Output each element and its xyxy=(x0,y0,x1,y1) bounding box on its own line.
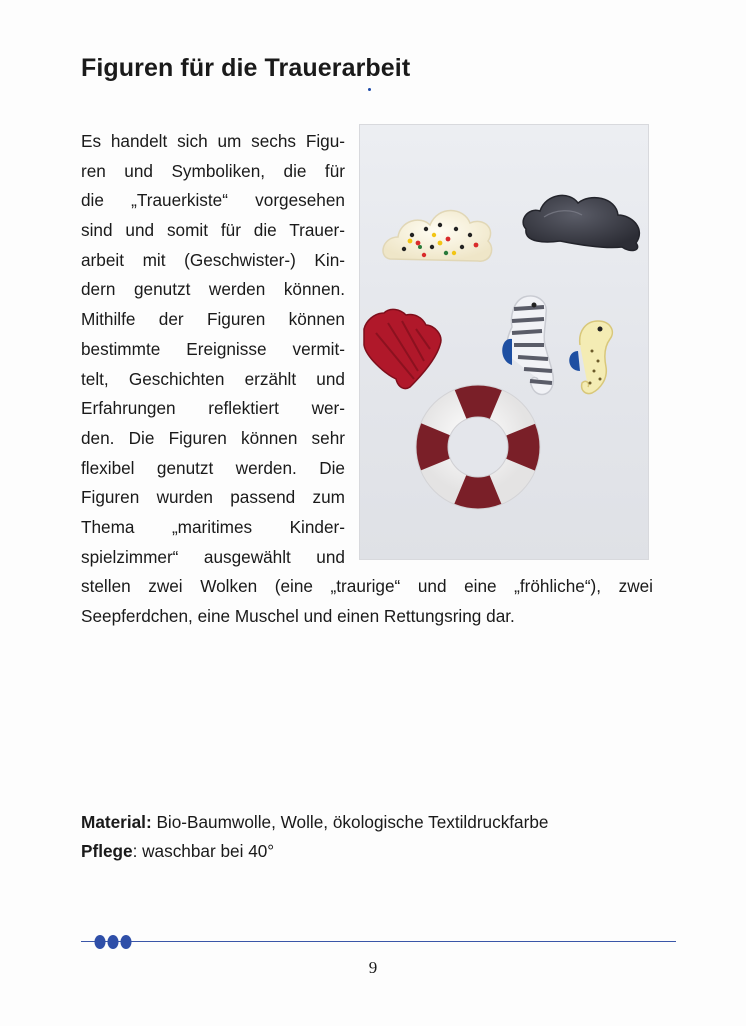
paragraph-line: spielzimmer“ ausgewählt und xyxy=(81,546,345,567)
paragraph-line: Thema „maritimes Kinder- xyxy=(81,516,345,537)
page-title: Figuren für die Trauerarbeit xyxy=(81,54,411,82)
striped-seahorse-icon xyxy=(502,296,553,395)
paragraph-line: dern genutzt werden können. xyxy=(81,279,345,300)
paragraph-line: Mithilfe der Figuren können xyxy=(81,309,345,330)
sad-cloud-icon xyxy=(523,195,639,250)
material-line xyxy=(81,808,548,837)
paragraph-line: sind und somit für die Trauer- xyxy=(81,220,345,241)
shell-icon xyxy=(364,309,441,388)
lifebuoy-icon xyxy=(416,385,540,509)
footer-dots-icon xyxy=(92,934,136,950)
material-info xyxy=(81,808,548,866)
figures-photo xyxy=(360,125,648,559)
paragraph-line: bestimmte Ereignisse vermit- xyxy=(81,338,345,359)
page-number: 9 xyxy=(368,958,378,977)
paragraph-line: stellen zwei Wolken (eine „traurige“ und eine „fröhliche“), zwei xyxy=(81,576,653,597)
paragraph-line: flexibel genutzt werden. Die xyxy=(81,457,345,478)
happy-cloud-icon xyxy=(383,211,492,262)
care-value: : waschbar bei 40° xyxy=(132,841,275,861)
paragraph-line: Erfahrungen reflektiert wer- xyxy=(81,398,345,419)
paragraph-line: ren und Symboliken, die für xyxy=(81,160,345,181)
paragraph-line: den. Die Figuren können sehr xyxy=(81,427,345,448)
care-line xyxy=(81,837,548,866)
care-label: Pflege xyxy=(81,841,133,861)
paragraph-line: die „Trauerkiste“ vorgesehen xyxy=(81,190,345,211)
title-dot-mark xyxy=(368,88,371,91)
material-label: Material: xyxy=(81,812,152,832)
paragraph-line: Es handelt sich um sechs Figu- xyxy=(81,131,345,151)
paragraph-line: telt, Geschichten erzählt und xyxy=(81,368,345,389)
paragraph-line: arbeit mit (Geschwister-) Kin- xyxy=(81,249,345,270)
paragraph-line: Seepferdchen, eine Muschel und einen Rettungsring dar. xyxy=(81,606,515,626)
figures-photo-drawing xyxy=(360,125,648,559)
paragraph-line: Figuren wurden passend zum xyxy=(81,487,345,508)
footer-rule xyxy=(81,941,676,942)
yellow-seahorse-icon xyxy=(569,321,612,394)
material-value: Bio-Baumwolle, Wolle, ökologische Textildruckfarbe xyxy=(151,812,549,832)
